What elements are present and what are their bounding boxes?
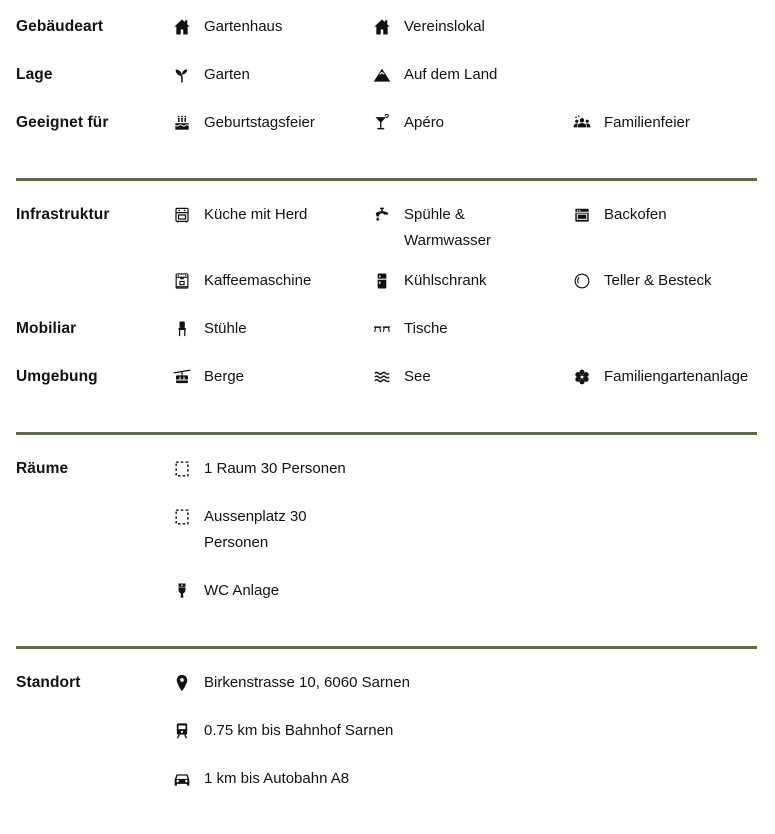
feature-label: Familienfeier	[604, 114, 690, 131]
row-lage	[16, 62, 757, 88]
feature-see	[372, 364, 572, 390]
mountain-icon	[372, 65, 392, 85]
location-highway-text: 1 km bis Autobahn A8	[204, 770, 350, 787]
row-umgebung	[16, 364, 757, 390]
feature-label: Backofen	[604, 206, 667, 223]
feature-wc-anlage	[172, 578, 279, 604]
family-group-icon	[572, 113, 592, 133]
feature-kueche-mit-herd	[172, 202, 372, 228]
oven-icon	[572, 205, 592, 225]
feature-label: WC Anlage	[204, 582, 280, 599]
row-label-mobiliar: Mobiliar	[16, 320, 77, 337]
feature-geburtstagsfeier	[172, 110, 372, 136]
feature-label: Familiengartenanlage	[604, 368, 749, 385]
row-infrastruktur	[16, 202, 757, 294]
feature-label: Gartenhaus	[204, 18, 283, 35]
row-label-raeume: Räume	[16, 460, 69, 477]
car-icon	[172, 769, 192, 789]
feature-vereinslokal	[372, 14, 572, 40]
row-standort	[16, 670, 757, 792]
section-building	[16, 12, 757, 178]
feature-berge	[172, 364, 372, 390]
section-infrastructure	[16, 178, 757, 432]
room-dashed-icon	[172, 507, 192, 527]
toilet-icon	[172, 581, 192, 601]
feature-spuehle-warmwasser	[372, 202, 572, 254]
row-label-gebaeudeart: Gebäudeart	[16, 18, 104, 35]
feature-label: Auf dem Land	[404, 66, 498, 83]
location-train-text: 0.75 km bis Bahnhof Sarnen	[204, 722, 394, 739]
feature-label: Berge	[204, 368, 245, 385]
feature-familienfeier	[572, 110, 757, 136]
row-label-umgebung: Umgebung	[16, 368, 98, 385]
feature-stuehle	[172, 316, 372, 342]
faucet-icon	[372, 205, 392, 225]
map-pin-icon	[172, 673, 192, 693]
coffee-machine-icon	[172, 271, 192, 291]
feature-raum-30-personen	[172, 456, 346, 482]
row-gebaeudeart	[16, 14, 757, 40]
feature-label: Kaffeemaschine	[204, 272, 312, 289]
stove-icon	[172, 205, 192, 225]
row-label-standort: Standort	[16, 674, 81, 691]
cable-car-icon	[172, 367, 192, 387]
feature-label: Teller & Besteck	[604, 272, 712, 289]
location-train-distance	[172, 718, 393, 744]
seedling-icon	[172, 65, 192, 85]
feature-label: Aussenplatz 30 Personen	[204, 508, 307, 551]
waves-icon	[372, 367, 392, 387]
location-address-text: Birkenstrasse 10, 6060 Sarnen	[204, 674, 410, 691]
flower-icon	[572, 367, 592, 387]
feature-label: Spühle & Warmwasser	[404, 206, 491, 249]
feature-aussenplatz-30-personen	[172, 504, 352, 556]
feature-tische	[372, 316, 572, 342]
chair-icon	[172, 319, 192, 339]
feature-kuehlschrank	[372, 268, 572, 294]
feature-label: 1 Raum 30 Personen	[204, 460, 346, 477]
feature-label: Vereinslokal	[404, 18, 485, 35]
row-label-lage: Lage	[16, 66, 53, 83]
table-icon	[372, 319, 392, 339]
feature-label: Stühle	[204, 320, 247, 337]
birthday-cake-icon	[172, 113, 192, 133]
row-label-infrastruktur: Infrastruktur	[16, 206, 110, 223]
feature-label: Garten	[204, 66, 250, 83]
section-rooms	[16, 432, 757, 646]
room-dashed-icon	[172, 459, 192, 479]
row-label-geeignet-fuer: Geeignet für	[16, 114, 109, 131]
fridge-icon	[372, 271, 392, 291]
feature-gartenhaus	[172, 14, 372, 40]
row-geeignet-fuer	[16, 110, 757, 136]
train-icon	[172, 721, 192, 741]
feature-garten	[172, 62, 372, 88]
location-address	[172, 670, 410, 696]
feature-label: Apéro	[404, 114, 445, 131]
row-mobiliar	[16, 316, 757, 342]
feature-label: Küche mit Herd	[204, 206, 308, 223]
feature-auf-dem-land	[372, 62, 572, 88]
feature-familiengartenanlage	[572, 364, 757, 390]
row-raeume	[16, 456, 757, 604]
house-icon	[172, 17, 192, 37]
feature-label: See	[404, 368, 431, 385]
feature-label: Geburtstagsfeier	[204, 114, 315, 131]
section-location	[16, 646, 757, 834]
feature-label: Kühlschrank	[404, 272, 487, 289]
location-highway-distance	[172, 766, 349, 792]
feature-backofen	[572, 202, 757, 228]
feature-kaffeemaschine	[172, 268, 372, 294]
plate-icon	[572, 271, 592, 291]
house-icon	[372, 17, 392, 37]
venue-details-panel	[16, 12, 757, 834]
feature-teller-besteck	[572, 268, 757, 294]
feature-label: Tische	[404, 320, 448, 337]
cocktail-glass-icon	[372, 113, 392, 133]
feature-apero	[372, 110, 572, 136]
